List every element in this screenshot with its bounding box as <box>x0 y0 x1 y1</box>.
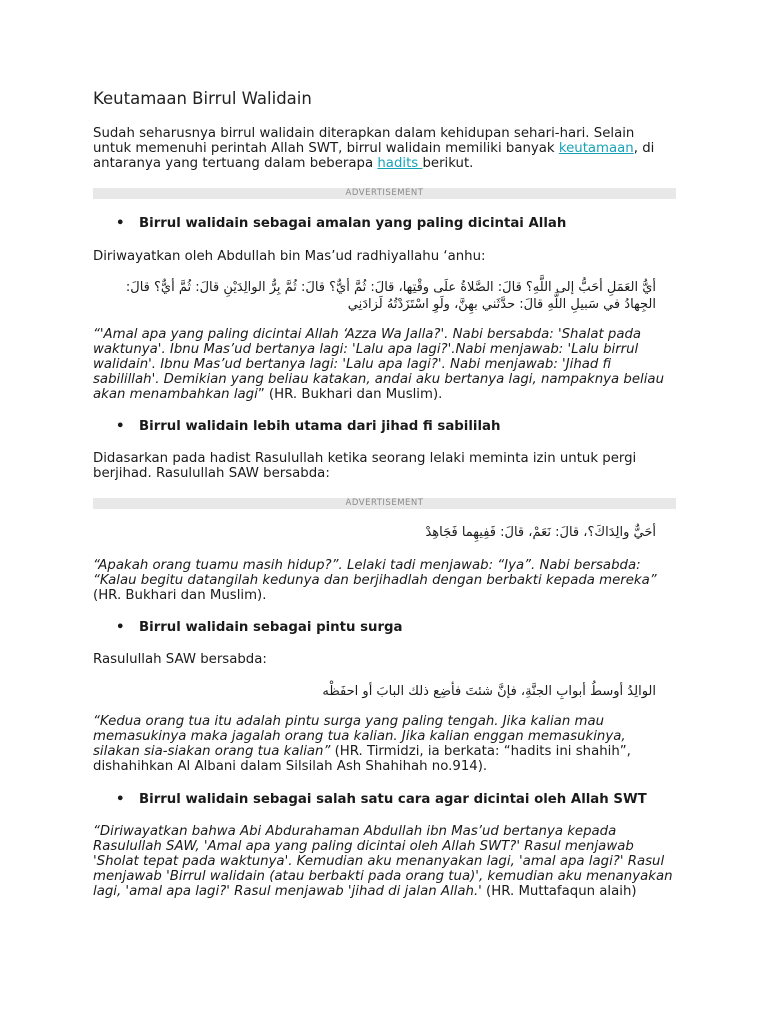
intro-text-2: , di antaranya yang tertuang dalam beberapa <box>93 141 655 171</box>
translation-quote: “Apakah orang tuamu masih hidup?”. Lelaki tadi menjawab: “Iya”. Nabi bersabda: “Kalau begitu datangilah kedunya dan berjihadlah dengan berbakti kepada mereka” <box>93 558 657 588</box>
translation-quote: “Kedua orang tua itu adalah pintu surga yang paling tengah. Jika kalian mau memasukinya maka jagalah orang tua kalian. Jika kalian enggan memasukinya, silakan sia-siakan orang tua kalian” <box>93 714 626 759</box>
bullet-text: Birrul walidain sebagai salah satu cara agar dicintai oleh Allah SWT <box>139 792 647 807</box>
narration-text: Didasarkan pada hadist Rasulullah ketika seorang lelaki meminta izin untuk pergi berjihad. Rasulullah SAW bersabda: <box>93 451 637 481</box>
arabic-hadith: أيُّ العَمَلِ أحَبُّ إلى اللَّهِ؟ قالَ: الصَّلاةُ علَى وقْتِها، قالَ: ثُمَّ أيٌّ؟ قالَ: ثُمَّ بِرُّ الوالِدَيْنِ قالَ: ثُمَّ أيٌّ؟ قالَ: الجِهادُ في سَبيلِ اللَّهِ قالَ: حدَّثَني بهِنَّ، ولَوِ اسْتَزَدْتُهُ لَزادَنِي <box>125 280 656 312</box>
intro-text-3: berikut. <box>422 156 474 171</box>
arabic-hadith: أحَيٌّ والِدَاكَ؟، قالَ: نَعَمْ، قالَ: فَفِيهِما فَجَاهِدْ <box>425 525 656 540</box>
bullet-text: Birrul walidain sebagai amalan yang paling dicintai Allah <box>139 216 567 231</box>
advertisement-banner[interactable]: ADVERTISEMENT <box>93 188 676 199</box>
translation-quote: “'Amal apa yang paling dicintai Allah ‘Azza Wa Jalla?'. Nabi bersabda: 'Shalat pada waktunya'. Ibnu Mas’ud bertanya lagi: 'Lalu apa lagi?'.Nabi menjawab: 'Lalu birrul walidain'. Ibnu Mas’ud bertanya lagi: 'Lalu apa lagi?'. Nabi menjawab: 'Jihad fi sabilillah'. Demikian yang beliau katakan, andai aku bertanya lagi, nampaknya beliau akan menambahkan lagi <box>93 327 665 402</box>
bullet-dot-icon: • <box>116 419 125 434</box>
bullet-dot-icon: • <box>116 792 125 807</box>
intro-text-1: Sudah seharusnya birrul walidain diterapkan dalam kehidupan sehari-hari. Selain untuk memenuhi perintah Allah SWT, birrul walidain memiliki banyak <box>93 126 635 156</box>
translation-source: (HR. Bukhari dan Muslim). <box>93 588 267 603</box>
translation-paragraph <box>93 558 676 603</box>
arabic-hadith: الوالِدُ أوسطُ أبوابِ الجنَّةِ، فإنَّ شئتَ فأضِع ذلك البابَ أو احفَظْه <box>322 684 656 699</box>
narration-text: Diriwayatkan oleh Abdullah bin Mas’ud radhiyallahu ‘anhu: <box>93 249 486 264</box>
translation-source: (HR. Tirmidzi, ia berkata: “hadits ini shahih”, dishahihkan Al Albani dalam Silsilah Ash Shahihah no.914). <box>93 744 631 774</box>
intro-paragraph <box>93 126 676 171</box>
translation-source: (HR. Muttafaqun alaih) <box>481 884 637 899</box>
link-hadits[interactable]: hadits <box>377 156 423 171</box>
translation-paragraph <box>93 327 676 402</box>
bullet-dot-icon: • <box>116 620 125 635</box>
bullet-text: Birrul walidain lebih utama dari jihad fi sabililah <box>139 419 501 434</box>
translation-paragraph <box>93 714 676 774</box>
translation-paragraph <box>93 824 676 899</box>
translation-quote: “Diriwayatkan bahwa Abi Abdurahaman Abdullah ibn Mas’ud bertanya kepada Rasulullah SAW, 'Amal apa yang paling dicintai oleh Allah SWT?' Rasul menjawab 'Sholat tepat pada waktunya'. Kemudian aku menanyakan lagi, 'amal apa lagi?' Rasul menjawab 'Birrul walidain (atau berbakti pada orang tua)', kemudian aku menanyakan lagi, 'amal apa lagi?' Rasul menjawab 'jihad di jalan Allah.' <box>93 824 673 899</box>
narration-text: Rasulullah SAW bersabda: <box>93 652 267 667</box>
bullet-dot-icon: • <box>116 216 125 231</box>
page-title: Keutamaan Birrul Walidain <box>93 89 312 108</box>
translation-source: ” (HR. Bukhari dan Muslim). <box>257 387 443 402</box>
link-keutamaan[interactable]: keutamaan <box>558 141 634 156</box>
advertisement-banner[interactable]: ADVERTISEMENT <box>93 498 676 509</box>
bullet-text: Birrul walidain sebagai pintu surga <box>139 620 403 635</box>
